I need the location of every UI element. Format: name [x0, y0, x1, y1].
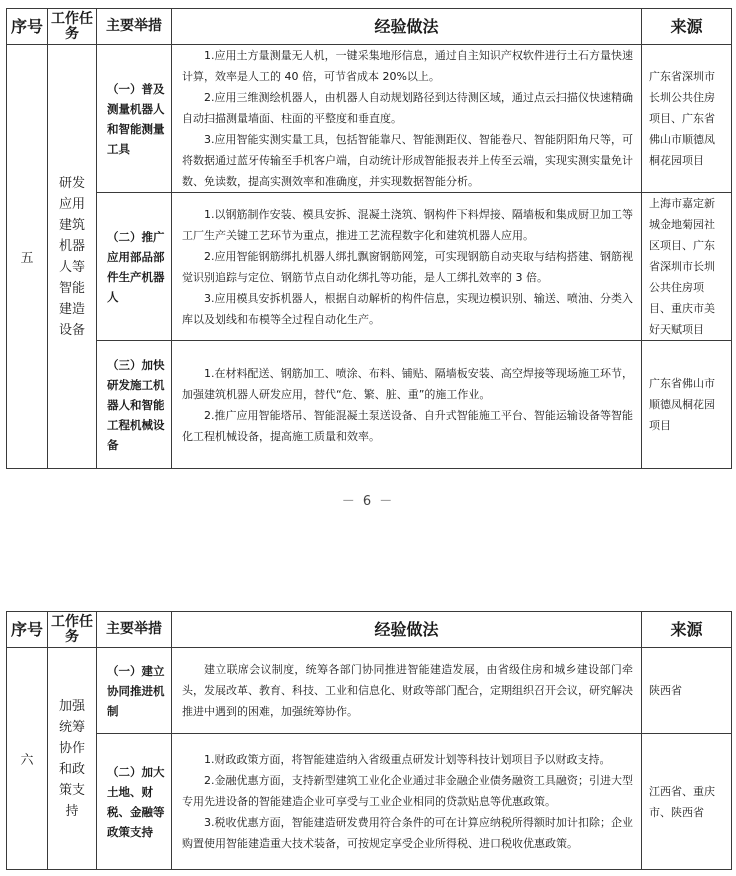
practice-paragraph: 2.应用三维测绘机器人，由机器人自动规划路径到达待测区域，通过点云扫描仪快速精确自动扫描测量墙面、柱面的平整度和垂直度。: [182, 91, 633, 125]
practice-paragraph: 2.金融优惠方面，支持新型建筑工业化企业通过非金融企业债务融资工具融资；引进大型专用先进设备的智能建造企业可享受与工业企业相同的贷款贴息等优惠政策。: [182, 774, 633, 808]
header-measures: 主要举措: [97, 9, 172, 45]
measure-cell: （二）推广应用部品部件生产机器人: [97, 193, 172, 341]
row-number: 五: [7, 45, 48, 469]
source-cell: 广东省深圳市长圳公共住房项目、广东省佛山市顺德凤桐花园项目: [642, 45, 732, 193]
measure-cell: （一）建立协同推进机制: [97, 648, 172, 734]
practice-paragraph: 2.应用智能钢筋绑扎机器人绑扎飘窗钢筋网笼，可实现钢筋自动夹取与结构搭建、钢筋视觉识别追踪与定位、钢筋节点自动化绑扎等功能，是人工绑扎效率的 3 倍。: [182, 249, 633, 284]
row-number: 六: [7, 648, 48, 870]
header-source: 来源: [642, 9, 732, 45]
page-number: － 6 －: [341, 494, 395, 509]
practice-cell: [172, 341, 642, 469]
header-task: 工作任务: [48, 612, 97, 648]
table-row: [7, 193, 732, 341]
work-task: 研发应用建筑机器人等智能建造设备: [48, 45, 97, 469]
practice-paragraph: 1.财政政策方面，将智能建造纳入省级重点研发计划等科技计划项目予以财政支持。: [204, 753, 611, 766]
table-header-row: [7, 9, 732, 45]
measure-cell: （一）普及测量机器人和智能测量工具: [97, 45, 172, 193]
policy-table-1: [6, 8, 732, 469]
practice-cell: [172, 648, 642, 734]
practice-paragraph: 1.应用土方量测量无人机，一键采集地形信息，通过自主知识产权软件进行土石方量快速计算，效率是人工的 40 倍，可节省成本 20%以上。: [182, 49, 633, 83]
header-task: 工作任务: [48, 9, 97, 45]
practice-paragraph: 1.在材料配送、钢筋加工、喷涂、布料、铺贴、隔墙板安装、高空焊接等现场施工环节，加强建筑机器人研发应用，替代“危、繁、脏、重”的施工作业。: [182, 366, 633, 401]
source-cell: 上海市嘉定新城金地菊园社区项目、广东省深圳市长圳公共住房项目、重庆市美好天赋项目: [642, 193, 732, 341]
practice-paragraph: 3.应用智能实测实量工具，包括智能靠尺、智能测距仪、智能卷尺、智能阴阳角尺等，可将数据通过蓝牙传输至手机客户端，自动统计形成智能报表并上传至云端，实现实测实量免计数、免读数，提高实测效率和准确度，并实现数据智能分析。: [182, 133, 633, 188]
work-task: 加强统筹协作和政策支持: [48, 648, 97, 870]
practice-paragraph: 3.税收优惠方面，智能建造研发费用符合条件的可在计算应纳税所得额时加计扣除；企业购置使用智能建造重大技术装备，可按规定享受企业所得税、进口税收优惠政策。: [182, 816, 633, 850]
practice-cell: [172, 734, 642, 870]
source-cell: 陕西省: [642, 648, 732, 734]
header-measures: 主要举措: [97, 612, 172, 648]
practice-paragraph: 2.推广应用智能塔吊、智能混凝土泵送设备、自升式智能施工平台、智能运输设备等智能化工程机械设备，提高施工质量和效率。: [182, 408, 633, 443]
table-header-row: [7, 612, 732, 648]
header-no: 序号: [7, 612, 48, 648]
practice-paragraph: 3.应用模具安拆机器人，根据自动解析的构件信息，实现边模识别、输送、喷油、分类入库以及划线和布模等全过程自动化生产。: [182, 291, 633, 326]
practice-cell: [172, 45, 642, 193]
practice-cell: [172, 193, 642, 341]
header-source: 来源: [642, 612, 732, 648]
policy-table-2: [6, 611, 732, 870]
header-practice: 经验做法: [172, 612, 642, 648]
measure-cell: （二）加大土地、财税、金融等政策支持: [97, 734, 172, 870]
source-cell: 江西省、重庆市、陕西省: [642, 734, 732, 870]
practice-paragraph: 1.以钢筋制作安装、模具安拆、混凝土浇筑、钢构件下料焊接、隔墙板和集成厨卫加工等工厂生产关键工艺环节为重点，推进工艺流程数字化和建筑机器人应用。: [182, 207, 633, 242]
table-row: [7, 45, 732, 193]
measure-cell: （三）加快研发施工机器人和智能工程机械设备: [97, 341, 172, 469]
header-no: 序号: [7, 9, 48, 45]
header-practice: 经验做法: [172, 9, 642, 45]
practice-paragraph: 建立联席会议制度，统筹各部门协同推进智能建造发展，由省级住房和城乡建设部门牵头，发展改革、教育、科技、工业和信息化、财政等部门配合，定期组织召开会议，研究解决推进中遇到的困难，加强统筹协作。: [182, 663, 633, 718]
table-row: [7, 648, 732, 734]
table-row: [7, 734, 732, 870]
table-row: [7, 341, 732, 469]
source-cell: 广东省佛山市顺德凤桐花园项目: [642, 341, 732, 469]
